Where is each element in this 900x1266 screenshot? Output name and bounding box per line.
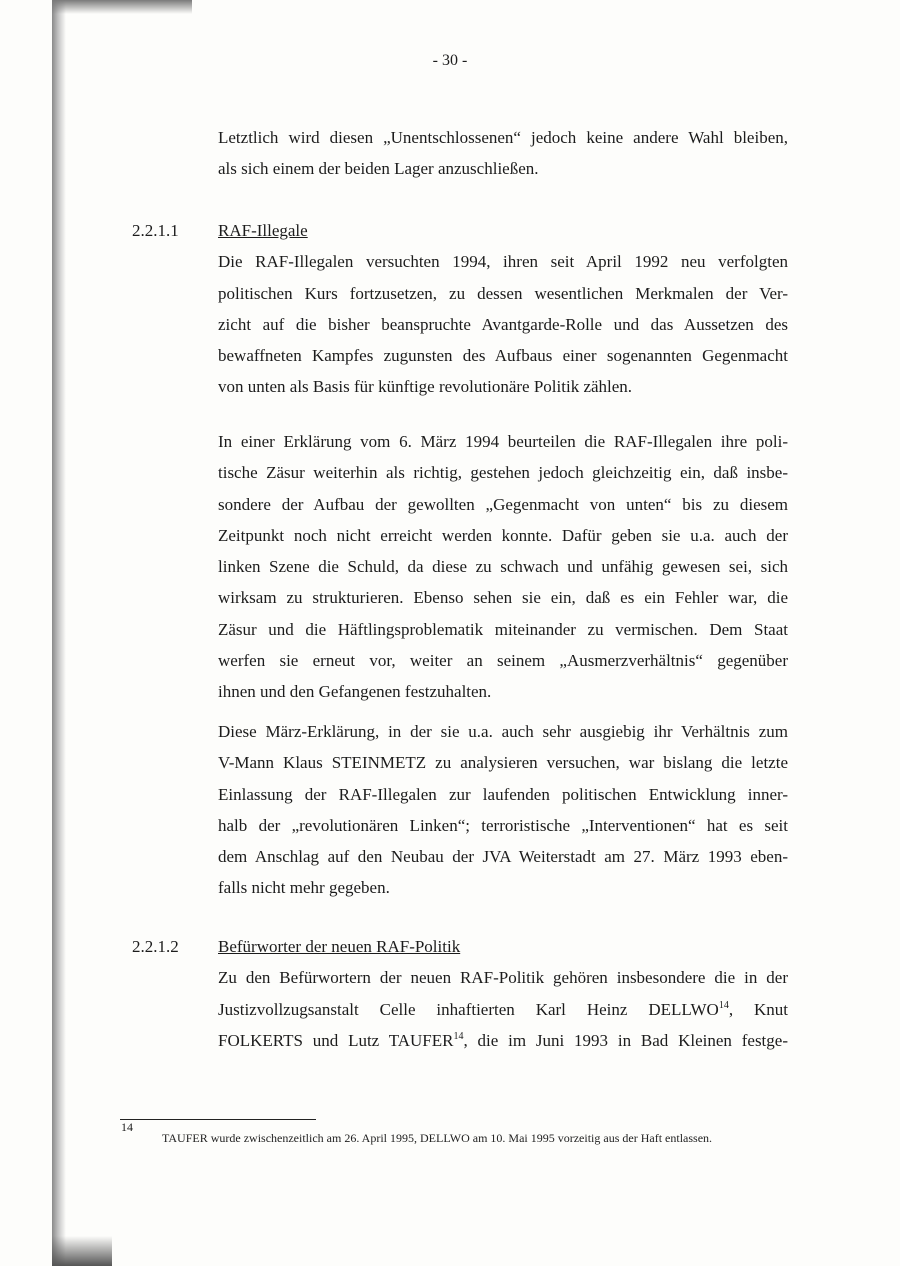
text-run: FOLKERTS und Lutz TAUFER [218,1030,454,1050]
text-line: halb der „revolutionären Linken“; terroristische „Interventionen“ hat es seit [218,815,788,835]
text-run: Justizvollzugsanstalt Celle inhaftierten Karl Heinz DELLWO [218,999,719,1019]
text-line: bewaffneten Kampfes zugunsten des Aufbaus einer sogenannten Gegenmacht [218,346,788,366]
footnote-marker: 14 [121,1120,133,1134]
text-line: Zu den Befürwortern der neuen RAF-Politik gehören insbesondere die in der [218,968,788,988]
paragraph [218,716,788,904]
section-heading: Befürworter der neuen RAF-Politik [218,937,461,956]
footnote-reference[interactable]: 14 [718,999,729,1011]
text-line [218,1025,788,1056]
text-line: werfen sie erneut vor, weiter an seinem „Ausmerzverhältnis“ gegenüber [218,651,788,671]
text-line: wirksam zu strukturieren. Ebenso sehen sie ein, daß es ein Fehler war, die [218,588,788,608]
section-raf-illegale [218,215,788,403]
text-line: als sich einem der beiden Lager anzuschließen. [218,159,539,179]
section-befuerworter [218,931,788,1056]
text-line: tische Zäsur weiterhin als richtig, gestehen jedoch gleichzeitig ein, daß insbe- [218,463,788,483]
page-number: - 30 - [432,52,468,69]
text-line: sondere der Aufbau der gewollten „Gegenmacht von unten“ bis zu diesem [218,494,788,514]
section-number: 2.2.1.1 [132,221,179,240]
footnote-reference[interactable]: 14 [453,1030,464,1042]
scan-shadow-edge [52,0,66,1266]
text-line: falls nicht mehr gegeben. [218,878,390,898]
text-line: linken Szene die Schuld, da diese zu schwach und unfähig gewesen sei, sich [218,557,788,577]
intro-paragraph [218,122,788,185]
scan-shadow-top [52,0,192,14]
text-line: Einlassung der RAF-Illegalen zur laufenden politischen Entwicklung inner- [218,784,788,804]
text-line: V-Mann Klaus STEINMETZ zu analysieren versuchen, war bislang die letzte [218,753,788,773]
text-line: In einer Erklärung vom 6. März 1994 beurteilen die RAF-Illegalen ihre poli- [218,432,788,451]
text-line: dem Anschlag auf den Neubau der JVA Weiterstadt am 27. März 1993 eben- [218,847,788,867]
footnote-text: TAUFER wurde zwischenzeitlich am 26. April 1995, DELLWO am 10. Mai 1995 vorzeitig aus der Haft entlassen. [162,1131,713,1145]
text-run: , Knut [728,999,788,1019]
paragraph [218,246,788,402]
text-line: Zäsur und die Häftlingsproblematik miteinander zu vermischen. Dem Staat [218,619,788,639]
section-heading: RAF-Illegale [218,221,308,240]
text-line: Zeitpunkt noch nicht erreicht werden konnte. Dafür geben sie u.a. auch der [218,525,788,545]
text-line: von unten als Basis für künftige revolutionäre Politik zählen. [218,377,633,397]
text-line: zicht auf die bisher beanspruchte Avantgarde-Rolle und das Aussetzen des [218,314,788,334]
text-line [218,994,788,1025]
scan-shadow-bottom [52,1236,112,1266]
text-line: ihnen und den Gefangenen festzuhalten. [218,682,492,702]
paragraph [218,426,788,708]
section-number: 2.2.1.2 [132,937,179,956]
footnote-divider [120,1119,316,1120]
text-line: Letztlich wird diesen „Unentschlossenen“ jedoch keine andere Wahl bleiben, [218,128,788,147]
text-line: Die RAF-Illegalen versuchten 1994, ihren seit April 1992 neu verfolgten [218,252,788,272]
text-run: , die im Juni 1993 in Bad Kleinen festge- [463,1030,788,1050]
text-line: Diese März-Erklärung, in der sie u.a. auch sehr ausgiebig ihr Verhältnis zum [218,722,788,741]
text-line: politischen Kurs fortzusetzen, zu dessen wesentlichen Merkmalen der Ver- [218,283,788,303]
